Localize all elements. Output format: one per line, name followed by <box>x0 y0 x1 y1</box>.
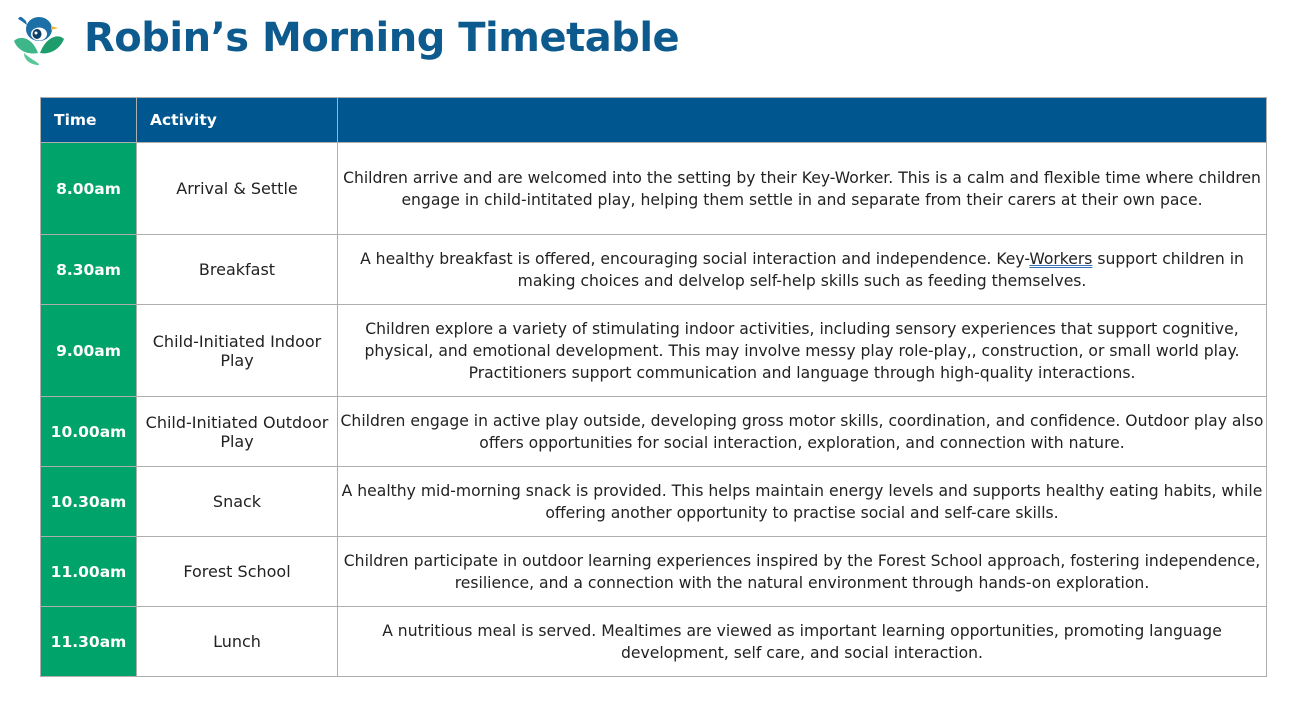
description-cell: A healthy mid-morning snack is provided. This helps maintain energy levels and supports healthy eating habits, while offering another opportunity to practise social and self-care skills. <box>338 467 1267 537</box>
table-row <box>41 537 1267 607</box>
column-header-description <box>338 98 1267 143</box>
column-header-time: Time <box>41 98 137 143</box>
activity-cell: Child-Initiated Outdoor Play <box>137 397 338 467</box>
description-cell: Children engage in active play outside, developing gross motor skills, coordination, and confidence. Outdoor play also offers opportunities for social interaction, exploration, and connection with nature. <box>338 397 1267 467</box>
table-row <box>41 143 1267 235</box>
description-cell: Children explore a variety of stimulating indoor activities, including sensory experiences that support cognitive, physical, and emotional development. This may involve messy play role-play,, construction, or small world play. Practitioners support communication and language through high-quality interactions. <box>338 305 1267 397</box>
timetable <box>40 97 1267 677</box>
description-cell: A nutritious meal is served. Mealtimes are viewed as important learning opportunities, promoting language development, self care, and social interaction. <box>338 607 1267 677</box>
activity-cell: Forest School <box>137 537 338 607</box>
description-cell: Children arrive and are welcomed into the setting by their Key-Worker. This is a calm and flexible time where children engage in child-intitated play, helping them settle in and separate from their carers at their own pace. <box>338 143 1267 235</box>
table-row <box>41 235 1267 305</box>
time-cell: 8.00am <box>41 143 137 235</box>
activity-cell: Snack <box>137 467 338 537</box>
description-text: A healthy breakfast is offered, encouraging social interaction and independence. Key- <box>360 249 1030 268</box>
time-cell: 11.00am <box>41 537 137 607</box>
page-title: Robin’s Morning Timetable <box>84 15 680 61</box>
time-cell: 9.00am <box>41 305 137 397</box>
table-header-row <box>41 98 1267 143</box>
activity-cell: Child-Initiated Indoor Play <box>137 305 338 397</box>
time-cell: 10.30am <box>41 467 137 537</box>
activity-cell: Breakfast <box>137 235 338 305</box>
table-row <box>41 397 1267 467</box>
column-header-activity: Activity <box>137 98 338 143</box>
description-text: support children in making choices and delvelop self-help skills such as feeding themselves. <box>517 249 1244 290</box>
spellcheck-underlined-word: Workers <box>1029 249 1093 268</box>
time-cell: 11.30am <box>41 607 137 677</box>
table-row <box>41 467 1267 537</box>
activity-cell: Arrival & Settle <box>137 143 338 235</box>
time-cell: 10.00am <box>41 397 137 467</box>
description-cell: Children participate in outdoor learning experiences inspired by the Forest School approach, fostering independence, resilience, and a connection with the natural environment through hands-on exploration. <box>338 537 1267 607</box>
page-header <box>10 8 679 68</box>
description-cell <box>338 235 1267 305</box>
robin-bird-logo-icon <box>10 9 68 67</box>
time-cell: 8.30am <box>41 235 137 305</box>
activity-cell: Lunch <box>137 607 338 677</box>
table-row <box>41 607 1267 677</box>
table-row <box>41 305 1267 397</box>
